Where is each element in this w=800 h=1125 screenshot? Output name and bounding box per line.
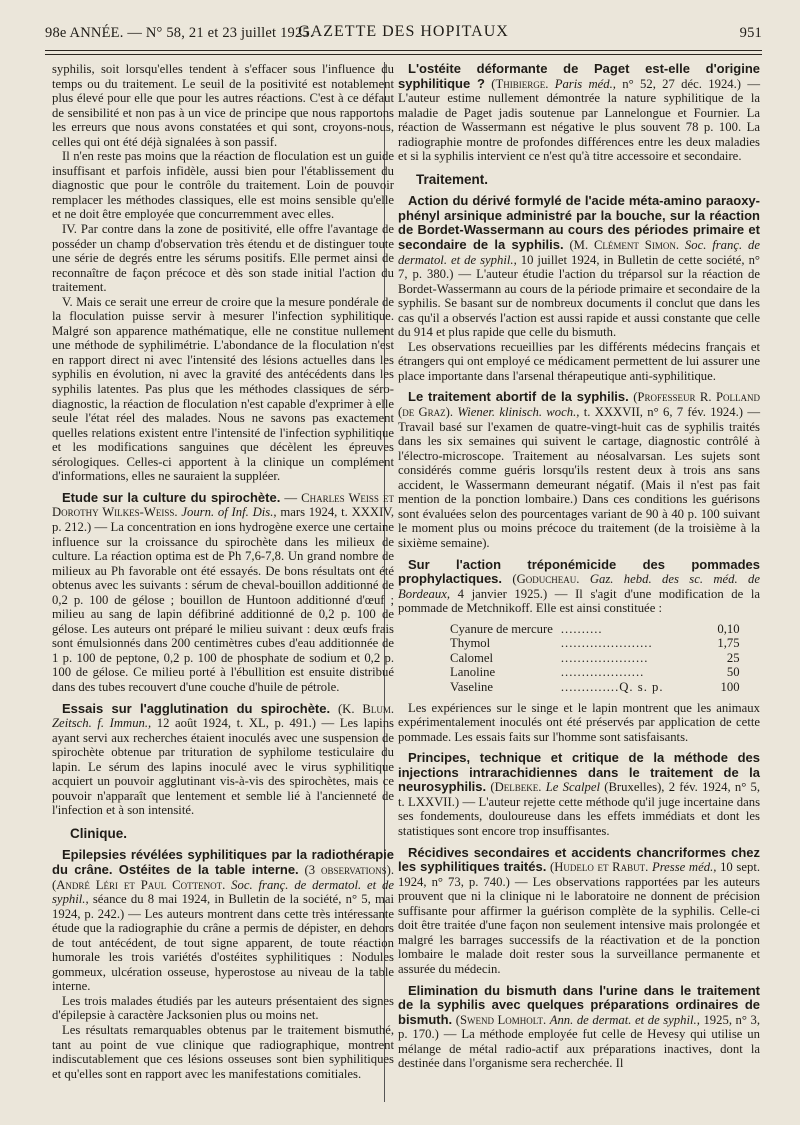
ingredient-name: Vaseline: [450, 680, 493, 695]
article-authors: (M. Clément Simon.: [569, 238, 680, 253]
paragraph: Les observations recueillies par les différents médecins français et étrangers qui ont employé ce médicament permettent de lui assurer une place importante dans l'arsenal thérapeutique anti-syphilitique.: [398, 339, 760, 383]
paragraph: syphilis, soit lorsqu'elles tendent à s'effacer sous l'influence du temps ou du traitement. Le seuil de la positivité est notablement plus élevé pour elle que pour les autres réactions. C'est à ce défaut de sensibilité et non pas à un vice de principe que nous rapportons les erreurs que nous avons constatées et qui sont, croyons-nous, celles qui ont été déjà signalées à son passif.: [52, 62, 394, 149]
article-recidives: [398, 846, 760, 977]
article-title: Action du dérivé formylé de l'acide méta-amino paraoxy-phényl arsinique administré par la bouche, sur la réaction de Bordet-Wassermann au cours des périodes primaire et secondaire de la syphilis.: [398, 193, 760, 253]
article-journal: Gaz. hebd. des sc. méd. de Bordeaux,: [398, 572, 760, 601]
ingredient-quantity: 25: [726, 650, 740, 665]
article-reference: 10 juillet 1924, in Bulletin de cette société, n° 7, p. 380.): [398, 252, 760, 282]
formula-row: [446, 680, 744, 695]
ingredient-quantity: 1,75: [717, 636, 740, 651]
paragraph: Les résultats remarquables obtenus par le traitement bismuthé, tant au point de vue clinique que radiographique, montrent indiscutablement que ces lésions osseuses sont bien syphilitiques et qu'elles sont en rapport avec les manifestations comitiales.: [52, 1023, 394, 1081]
article-body: — Les observations rapportées par les auteurs prouvent que ni la clinique ni le laboratoire ne donnent de précision suffisante pour affirmer la guérison complète de la syphilis. Celle-ci doit être traitée d'une façon non seulement intensive mais prolongée et malgré les barrages successifs de la réactivation et de la ponction lombaire le malade doit rester sous la surveillance permanente et assurée du médecin.: [398, 874, 760, 976]
article-journal: Le Scalpel: [545, 780, 600, 795]
formula-row: [446, 651, 744, 666]
formula-row: [446, 636, 744, 651]
article-journal: Wiener. klinisch. woch.,: [457, 405, 580, 420]
formula-table: [446, 622, 744, 695]
ingredient-quantity: 50: [726, 665, 740, 680]
article-title: Essais sur l'agglutination du spirochète.: [62, 700, 331, 716]
header-issue: 98e ANNÉE. — N° 58, 21 et 23 juillet 1925.: [45, 25, 314, 41]
leader-dots: ..............Q. s. p.: [560, 680, 664, 695]
right-column: [398, 62, 760, 1071]
paragraph: Les trois malades étudiés par les auteurs présentaient des signes d'épilepsie à caractère Jacksonien plus ou moins net.: [52, 993, 394, 1023]
leader-dots: ....................: [560, 665, 645, 680]
article-title: Le traitement abortif de la syphilis.: [408, 389, 629, 405]
article-body: — L'auteur estime nullement démontrée la nature syphilitique de la maladie de Paget jadis soutenue par Lannelongue et Fournier. La réaction de Wassermann est négative le plus souvent 78 p. 100. La radiographie montre de profondes différences entre les deux maladies et si la syphilis intervient ce n'est qu'à titre accessoire et secondaire.: [398, 76, 761, 164]
article-journal: Zeitsch. f. Immun.,: [52, 716, 152, 731]
article-reference: (Bruxelles), 2 fév. 1924, n° 5, t. LXXVII.): [398, 780, 761, 809]
header-rule: [45, 50, 762, 51]
formula-row: [446, 665, 744, 680]
article-title: L'ostéite déformante de Paget est-elle d'origine syphilitique ?: [398, 61, 760, 91]
article-journal: Soc. franç. de dermatol. et de syphil.,: [52, 877, 394, 907]
ingredient-name: Calomel: [450, 650, 493, 665]
article-title: Etude sur la culture du spirochète.: [62, 489, 281, 505]
article-body: — La concentration en ions hydrogène exerce une certaine influence sur la croissance du spirochète dans les milieux de culture. La réaction optima est de Ph 7,6-7,8. Un grand nombre de milieux au Ph favorable ont été essayés. De bons résultats ont été obtenus avec les suivants : sérum de cheval-bouillon additionné de 0,2 p. 100 de gélose ; bouillon de Huntoon additionné d'œuf ; milieu au sang de lapin défibriné additionné de 0,2 p. 100 de gélose. Les auteurs ont préparé le milieu suivant : deux œufs frais sont émulsionnés dans 200 centimètres cubes d'eau additionnée de 1 p. 100 de peptone, 0,2 p. 100 de phosphate de sodium et 0,2 p. 100 de gélose. Ce milieu porté à l'ébullition est ensuite distribué dans des tubes recouvert d'une couche d'huile de pétrole.: [52, 519, 394, 694]
ingredient-name: Thymol: [450, 636, 491, 651]
header-journal-title: GAZETTE DES HOPITAUX: [298, 23, 509, 40]
article-title: Sur l'action tréponémicide des pommades prophylactiques.: [398, 556, 760, 587]
article-bismuth-elimination: [398, 984, 760, 1071]
paragraph: Les expériences sur le singe et le lapin montrent que les animaux expérimentalement inoculés ont été préservés par application de cette pommade. Les essais faits sur l'homme sont satisfaisants.: [398, 700, 760, 744]
leader-dots: ..........: [560, 621, 603, 636]
article-body: — L'auteur rejette cette méthode qu'il juge incertaine dans ses fondements, douloureuse dans les effets immédiats et dont les statistiques sont encore trop insuffisantes.: [398, 794, 761, 839]
paragraph: IV. Par contre dans la zone de positivité, elle offre l'avantage de posséder un champ d'observation très étendu et de distinguer toute une série de degrés entre les sérums positifs. Elle permet ainsi de reconnaître de façon précoce et dès son stade initial l'action du traitement.: [52, 222, 394, 295]
article-paget: [398, 62, 760, 164]
leader-dots: .....................: [560, 650, 649, 665]
article-reference: séance du 8 mai 1924, in Bulletin de la société, n° 5, mai 1924, p. 242.): [52, 892, 395, 921]
article-authors: — Charles Weiss et Dorothy Wilkes-Weiss.: [52, 490, 394, 520]
article-body: — Les auteurs montrent dans cette très intéressante étude que la radiographie du crâne a permis de dépister, en dehors de tout antécédent, de tout signe apparent, de toute réaction humorale les trois variétés d'ostéites syphilitiques : Nodules gommeux, ulcération osseuse, hyperostose au niveau de la table interne.: [52, 906, 395, 994]
paragraph: V. Mais ce serait une erreur de croire que la mesure pondérale de la floculation puisse servir à mesurer l'infection syphilitique. Malgré son apparence mathématique, elle ne constitue nullement une méthode de syphilimétrie. L'abondance de la floculation n'est en rapport direct ni avec l'intensité des lésions actuelles dans les syphilis en évolution, ni avec la gravité des antécédents dans les syphilis latentes. Pas plus que les méthodes classiques de séro-diagnostic, la réaction de floculation n'est capable d'exprimer à elle seule l'état réel des malades. Nous ne savons pas exactement quelles relations existent entre l'intensité de l'infection syphilitique et les modifications sanguines que décèlent les épreuves sérologiques. Celles-ci apportent à la clinique un complément d'informations, elles ne sauraient la suppléer.: [52, 294, 394, 484]
article-title: Epilepsies révélées syphilitiques par la radiothérapie du crâne. Ostéites de la table interne.: [52, 847, 394, 877]
article-body: — Les lapins ayant servi aux recherches étaient inoculés avec une suspension de spirochète obtenue par trituration de syphilome testiculaire du lapin. Le sérum des lapins inoculé avec le virus syphilitique acquiert un pouvoir agglutinant vis-à-vis des spirochètes, mais ce pouvoir n'apparaît que lentement et semble lié à l'ancienneté de l'infection et à son intensité.: [52, 716, 394, 818]
article-epilepsies: [52, 848, 394, 1081]
article-journal: Soc. franç. de dermatol. et de syphil.,: [398, 238, 761, 267]
article-injections-intrarachidiennes: [398, 751, 760, 838]
article-pommades: [398, 558, 760, 745]
article-title: Principes, technique et critique de la méthode des injections intrarachidiennes dans le traitement de la neurosyphilis.: [398, 750, 760, 795]
article-body: — La méthode employée fut celle de Hevesy qui utilise un mélange de métal radio-actif aux préparations inactives, dont la destinée dans l'organisme sera recherchée. Il: [398, 1027, 760, 1071]
article-body: — L'auteur étudie l'action du tréparsol sur la réaction de Bordet-Wassermann au cours de la période primaire et secondaire de la syphilis. Se basant sur de nombreux documents il conclut que dans les cas qu'il a observés l'action est aussi rapide et aussi constante que celle du 914 et plus rapide que celle du bismuth.: [398, 267, 760, 340]
article-reference: t. XXXVII, n° 6, 7 fév. 1924.): [583, 405, 744, 420]
article-title: Récidives secondaires et accidents chancriformes chez les syphilitiques traités.: [398, 844, 760, 875]
article-treparsol: [398, 194, 760, 383]
article-authors: (Professeur R. Polland (de Graz).: [398, 390, 760, 420]
ingredient-name: Cyanure de mercure: [450, 621, 553, 636]
article-reference: 10 sept. 1924, n° 73, p. 740.): [398, 860, 761, 889]
article-authors: (Thibierge.: [491, 76, 549, 91]
article-authors: (Swend Lomholt.: [455, 1012, 547, 1027]
article-abortive-treatment: [398, 390, 760, 550]
article-journal: Paris méd.,: [554, 76, 616, 91]
article-authors: (Goducheau.: [512, 572, 580, 587]
section-heading-clinique: Clinique.: [70, 825, 127, 841]
article-authors: (Hudelo et Rabut.: [549, 860, 649, 875]
paragraph: Il n'en reste pas moins que la réaction de floculation est un guide insuffisant et parfois infidèle, aussi bien pour l'établissement du diagnostic que pour le contrôle du traitement. Loin de pouvoir remplacer les méthodes classiques, elle est moins sensible qu'elle et ne doit être employée que concurremment avec elles.: [52, 149, 394, 222]
article-reference: 12 août 1924, t. XL, p. 491.): [156, 716, 316, 731]
article-body: — Il s'agit d'une modification de la pommade de Metchnikoff. Elle est ainsi constituée :: [398, 586, 761, 616]
header-page-number: 951: [739, 25, 762, 41]
leader-dots: ......................: [560, 636, 653, 651]
ingredient-name: Lanoline: [450, 665, 496, 680]
article-journal: Ann. de dermat. et de syphil.,: [549, 1012, 700, 1027]
ingredient-quantity: 0,10: [717, 621, 740, 636]
article-authors: (K. Blum.: [337, 701, 394, 716]
article-reference: n° 52, 27 déc. 1924.): [622, 76, 742, 91]
article-journal: Journ. of Inf. Dis.,: [181, 505, 277, 520]
left-column: [52, 62, 394, 1081]
article-reference: 1925, n° 3, p. 170.): [398, 1012, 761, 1042]
formula-row: [446, 622, 744, 637]
article-journal: Presse méd.,: [651, 860, 717, 875]
running-header: [45, 22, 762, 46]
header-rule-thin: [45, 54, 762, 55]
ingredient-quantity: 100: [720, 680, 740, 695]
article-spirochete-culture: [52, 491, 394, 695]
article-reference: mars 1924, t. XXXIV, p. 212.): [52, 505, 394, 534]
article-authors: (3 observations). (André Léri et Paul Cottenot.: [52, 862, 395, 892]
article-authors: (Delbeke.: [490, 780, 542, 795]
article-body: — Travail basé sur l'examen de quatre-vingt-huit cas de syphilis traités dans les six semaines qui suivent le cartage, diagnostic contrôlé à l'électro-microscope. Traitement au néosalvarsan. Les sujets sont considérés comme guéris lorsqu'ils restent deux à trois ans sans accident, le Wassermann demeurant négatif. (Mais il n'est pas fait mention de la ponction lombaire.) Dans ces conditions les guérisons sont évaluées selon des pourcentages variant de 90 à 40 p. 100 suivant le moment plus ou moins précoce du traitement (de la troisième à la sixième semaine).: [398, 405, 761, 550]
section-heading-traitement: Traitement.: [416, 171, 489, 187]
article-agglutination: [52, 702, 394, 818]
article-reference: 4 janvier 1925.): [457, 586, 548, 601]
article-title: Elimination du bismuth dans l'urine dans le traitement de la syphilis avec quelques préparations ordinaires de bismuth.: [398, 982, 760, 1027]
